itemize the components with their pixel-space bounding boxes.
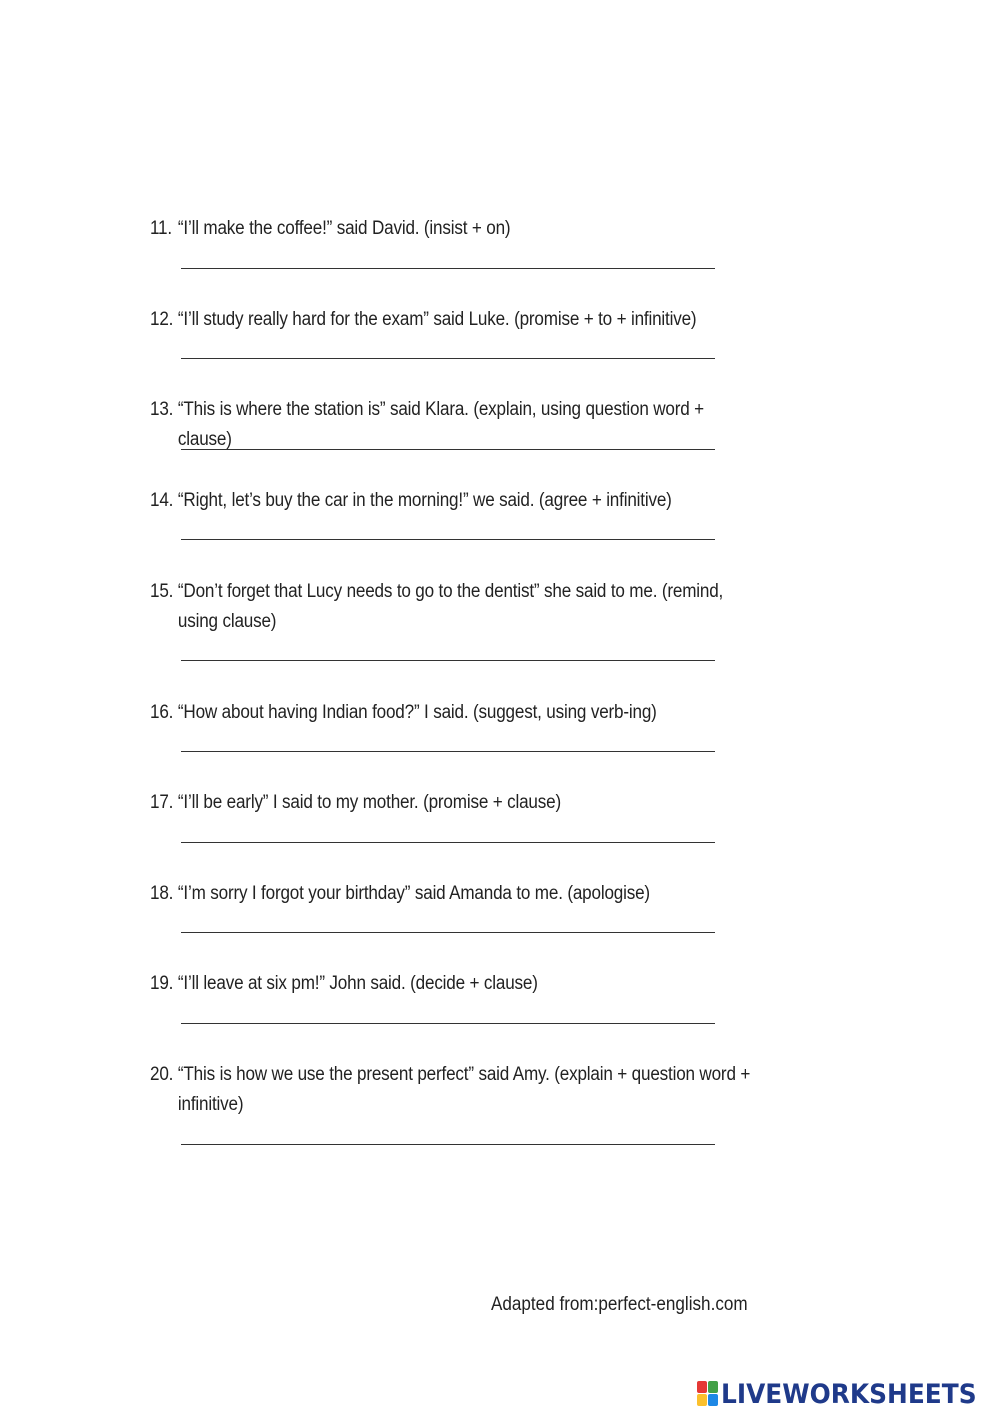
exercise-prompt: “I’ll be early” I said to my mother. (promise + clause) [177,792,561,813]
exercise-12 [150,305,762,335]
exercise-number: 14. [150,490,174,511]
exercise-16 [150,698,762,728]
exercise-prompt: “Don’t forget that Lucy needs to go to the dentist” she said to me. (remind, using clause) [177,581,724,632]
answer-line-14[interactable] [181,539,715,540]
exercise-number: 20. [150,1064,174,1085]
exercise-number: 12. [150,309,174,330]
answer-line-13[interactable] [181,449,715,450]
logo-mark-icon [697,1381,719,1407]
answer-line-11[interactable] [181,268,715,269]
exercise-prompt: “Right, let’s buy the car in the morning!” we said. (agree + infinitive) [177,490,672,511]
answer-line-20[interactable] [181,1144,715,1145]
exercise-13 [150,395,762,455]
exercise-number: 18. [150,883,174,904]
answer-line-12[interactable] [181,358,715,359]
exercise-prompt: “I’ll study really hard for the exam” said Luke. (promise + to + infinitive) [177,309,697,330]
exercise-15 [150,577,762,637]
liveworksheets-logo[interactable] [697,1377,999,1411]
answer-line-17[interactable] [181,842,715,843]
answer-line-19[interactable] [181,1023,715,1024]
exercise-17 [150,788,762,818]
source-credit: Adapted from:perfect-english.com [491,1294,748,1315]
exercise-prompt: “This is how we use the present perfect” said Amy. (explain + question word + infinitive) [177,1064,751,1115]
exercise-prompt: “I’ll leave at six pm!” John said. (decide + clause) [177,973,538,994]
exercise-number: 13. [150,399,174,420]
exercise-number: 11. [150,218,172,239]
exercise-number: 16. [150,702,174,723]
exercise-11 [150,214,762,244]
exercise-number: 17. [150,792,174,813]
exercise-number: 19. [150,973,174,994]
answer-line-15[interactable] [181,660,715,661]
exercise-number: 15. [150,581,174,602]
logo-text: LIVEWORKSHEETS [721,1378,977,1410]
exercise-20 [150,1060,762,1120]
exercise-prompt: “I’m sorry I forgot your birthday” said Amanda to me. (apologise) [177,883,650,904]
answer-line-16[interactable] [181,751,715,752]
exercise-prompt: “This is where the station is” said Klara. (explain, using question word + clause) [177,399,704,450]
exercise-prompt: “I’ll make the coffee!” said David. (insist + on) [177,218,511,239]
exercise-18 [150,879,762,909]
answer-line-18[interactable] [181,932,715,933]
exercise-14 [150,486,762,516]
exercise-prompt: “How about having Indian food?” I said. (suggest, using verb-ing) [177,702,657,723]
exercise-19 [150,969,762,999]
